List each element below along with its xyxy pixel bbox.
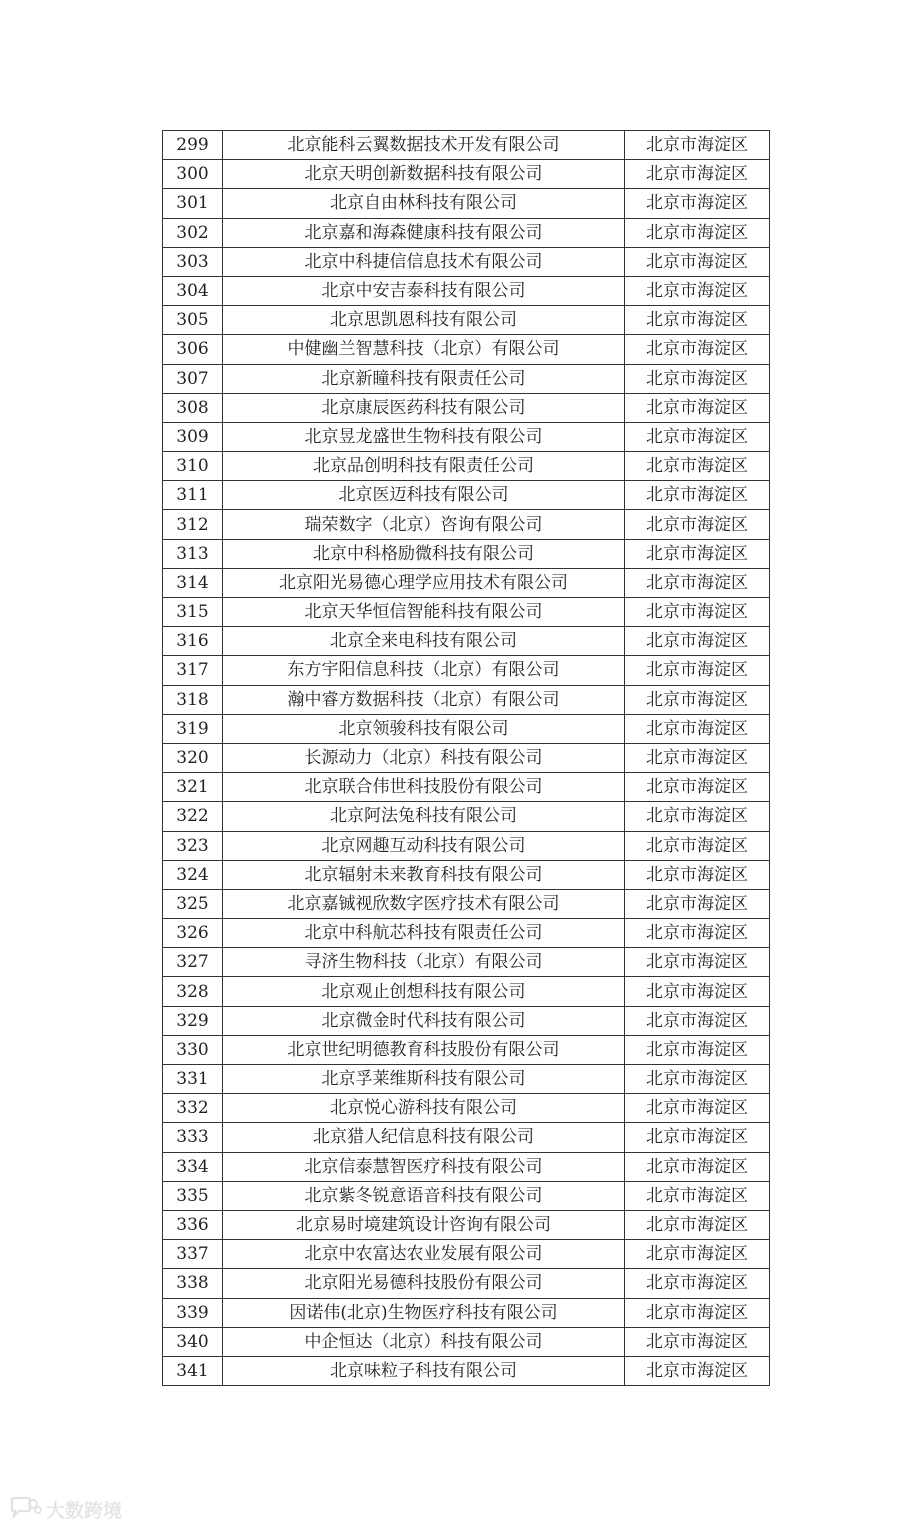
company-name: 北京中科捷信信息技术有限公司 <box>223 247 625 276</box>
watermark <box>8 1494 122 1524</box>
district: 北京市海淀区 <box>625 306 770 335</box>
table-row <box>163 656 770 685</box>
company-name: 北京医迈科技有限公司 <box>223 481 625 510</box>
company-name: 中健幽兰智慧科技（北京）有限公司 <box>223 335 625 364</box>
district: 北京市海淀区 <box>625 364 770 393</box>
table-row <box>163 919 770 948</box>
watermark-text: 大数跨境 <box>46 1499 123 1522</box>
district: 北京市海淀区 <box>625 160 770 189</box>
table-row <box>163 189 770 218</box>
district: 北京市海淀区 <box>625 685 770 714</box>
row-number: 317 <box>163 656 223 685</box>
company-table <box>162 130 770 1386</box>
row-number: 307 <box>163 364 223 393</box>
district: 北京市海淀区 <box>625 802 770 831</box>
table-row <box>163 276 770 305</box>
table-row <box>163 1240 770 1269</box>
district: 北京市海淀区 <box>625 1065 770 1094</box>
district: 北京市海淀区 <box>625 948 770 977</box>
row-number: 310 <box>163 452 223 481</box>
row-number: 301 <box>163 189 223 218</box>
company-name: 北京嘉铖视欣数字医疗技术有限公司 <box>223 889 625 918</box>
district: 北京市海淀区 <box>625 656 770 685</box>
district: 北京市海淀区 <box>625 627 770 656</box>
company-name: 北京味粒子科技有限公司 <box>223 1356 625 1385</box>
district: 北京市海淀区 <box>625 1035 770 1064</box>
table-row <box>163 743 770 772</box>
district: 北京市海淀区 <box>625 1269 770 1298</box>
district: 北京市海淀区 <box>625 1181 770 1210</box>
table-row <box>163 1327 770 1356</box>
company-name: 中企恒达（北京）科技有限公司 <box>223 1327 625 1356</box>
district: 北京市海淀区 <box>625 1356 770 1385</box>
district: 北京市海淀区 <box>625 1327 770 1356</box>
company-name: 北京新瞳科技有限责任公司 <box>223 364 625 393</box>
table-row <box>163 1065 770 1094</box>
company-name: 北京中科航芯科技有限责任公司 <box>223 919 625 948</box>
district: 北京市海淀区 <box>625 393 770 422</box>
row-number: 329 <box>163 1006 223 1035</box>
company-name: 北京思凯恩科技有限公司 <box>223 306 625 335</box>
district: 北京市海淀区 <box>625 977 770 1006</box>
district: 北京市海淀区 <box>625 1210 770 1239</box>
row-number: 324 <box>163 860 223 889</box>
row-number: 328 <box>163 977 223 1006</box>
table-row <box>163 1210 770 1239</box>
row-number: 335 <box>163 1181 223 1210</box>
row-number: 308 <box>163 393 223 422</box>
table-row <box>163 510 770 539</box>
district: 北京市海淀区 <box>625 568 770 597</box>
row-number: 300 <box>163 160 223 189</box>
table-row <box>163 1035 770 1064</box>
table-row <box>163 1298 770 1327</box>
row-number: 338 <box>163 1269 223 1298</box>
row-number: 334 <box>163 1152 223 1181</box>
row-number: 313 <box>163 539 223 568</box>
table-row <box>163 685 770 714</box>
table-row <box>163 1356 770 1385</box>
row-number: 322 <box>163 802 223 831</box>
district: 北京市海淀区 <box>625 131 770 160</box>
district: 北京市海淀区 <box>625 539 770 568</box>
company-name: 北京天明创新数据科技有限公司 <box>223 160 625 189</box>
company-list-sheet <box>162 130 769 1386</box>
company-name: 北京观止创想科技有限公司 <box>223 977 625 1006</box>
table-row <box>163 452 770 481</box>
company-name: 北京全来电科技有限公司 <box>223 627 625 656</box>
company-name: 北京辐射未来教育科技有限公司 <box>223 860 625 889</box>
row-number: 320 <box>163 743 223 772</box>
row-number: 332 <box>163 1094 223 1123</box>
row-number: 340 <box>163 1327 223 1356</box>
row-number: 311 <box>163 481 223 510</box>
table-row <box>163 247 770 276</box>
company-name: 北京中科格励微科技有限公司 <box>223 539 625 568</box>
table-row <box>163 335 770 364</box>
table-row <box>163 773 770 802</box>
table-row <box>163 160 770 189</box>
table-row <box>163 714 770 743</box>
row-number: 326 <box>163 919 223 948</box>
company-name: 北京网趣互动科技有限公司 <box>223 831 625 860</box>
company-name: 北京悦心游科技有限公司 <box>223 1094 625 1123</box>
company-name: 因诺伟(北京)生物医疗科技有限公司 <box>223 1298 625 1327</box>
company-name: 北京孚莱维斯科技有限公司 <box>223 1065 625 1094</box>
table-row <box>163 422 770 451</box>
row-number: 316 <box>163 627 223 656</box>
company-name: 瑞荣数字（北京）咨询有限公司 <box>223 510 625 539</box>
row-number: 330 <box>163 1035 223 1064</box>
company-name: 北京领骏科技有限公司 <box>223 714 625 743</box>
district: 北京市海淀区 <box>625 481 770 510</box>
district: 北京市海淀区 <box>625 276 770 305</box>
row-number: 312 <box>163 510 223 539</box>
district: 北京市海淀区 <box>625 598 770 627</box>
company-name: 北京自由林科技有限公司 <box>223 189 625 218</box>
company-name: 北京昱龙盛世生物科技有限公司 <box>223 422 625 451</box>
company-name: 北京品创明科技有限责任公司 <box>223 452 625 481</box>
company-name: 瀚中睿方数据科技（北京）有限公司 <box>223 685 625 714</box>
table-row <box>163 364 770 393</box>
company-name: 北京阳光易德科技股份有限公司 <box>223 1269 625 1298</box>
district: 北京市海淀区 <box>625 1152 770 1181</box>
district: 北京市海淀区 <box>625 743 770 772</box>
row-number: 331 <box>163 1065 223 1094</box>
row-number: 341 <box>163 1356 223 1385</box>
district: 北京市海淀区 <box>625 335 770 364</box>
row-number: 304 <box>163 276 223 305</box>
company-name: 北京嘉和海森健康科技有限公司 <box>223 218 625 247</box>
row-number: 303 <box>163 247 223 276</box>
row-number: 305 <box>163 306 223 335</box>
district: 北京市海淀区 <box>625 831 770 860</box>
table-row <box>163 481 770 510</box>
row-number: 333 <box>163 1123 223 1152</box>
company-name: 北京能科云翼数据技术开发有限公司 <box>223 131 625 160</box>
table-row <box>163 948 770 977</box>
district: 北京市海淀区 <box>625 714 770 743</box>
company-name: 北京世纪明德教育科技股份有限公司 <box>223 1035 625 1064</box>
company-name: 北京中农富达农业发展有限公司 <box>223 1240 625 1269</box>
table-row <box>163 1006 770 1035</box>
district: 北京市海淀区 <box>625 247 770 276</box>
district: 北京市海淀区 <box>625 452 770 481</box>
table-row <box>163 831 770 860</box>
row-number: 302 <box>163 218 223 247</box>
row-number: 337 <box>163 1240 223 1269</box>
row-number: 336 <box>163 1210 223 1239</box>
row-number: 327 <box>163 948 223 977</box>
chat-bubble-logo-icon <box>8 1496 42 1522</box>
table-row <box>163 539 770 568</box>
district: 北京市海淀区 <box>625 189 770 218</box>
company-name: 北京中安吉泰科技有限公司 <box>223 276 625 305</box>
table-row <box>163 568 770 597</box>
row-number: 319 <box>163 714 223 743</box>
row-number: 321 <box>163 773 223 802</box>
table-row <box>163 627 770 656</box>
row-number: 325 <box>163 889 223 918</box>
table-row <box>163 393 770 422</box>
company-name: 北京康辰医药科技有限公司 <box>223 393 625 422</box>
district: 北京市海淀区 <box>625 422 770 451</box>
table-row <box>163 1094 770 1123</box>
row-number: 306 <box>163 335 223 364</box>
district: 北京市海淀区 <box>625 860 770 889</box>
company-name: 北京紫冬锐意语音科技有限公司 <box>223 1181 625 1210</box>
row-number: 323 <box>163 831 223 860</box>
table-row <box>163 598 770 627</box>
table-row <box>163 977 770 1006</box>
table-row <box>163 860 770 889</box>
company-name: 北京微金时代科技有限公司 <box>223 1006 625 1035</box>
row-number: 315 <box>163 598 223 627</box>
table-row <box>163 889 770 918</box>
table-row <box>163 306 770 335</box>
table-row <box>163 1123 770 1152</box>
company-name: 北京信泰慧智医疗科技有限公司 <box>223 1152 625 1181</box>
district: 北京市海淀区 <box>625 889 770 918</box>
table-row <box>163 1181 770 1210</box>
company-name: 北京阿法兔科技有限公司 <box>223 802 625 831</box>
district: 北京市海淀区 <box>625 919 770 948</box>
district: 北京市海淀区 <box>625 218 770 247</box>
company-name: 长源动力（北京）科技有限公司 <box>223 743 625 772</box>
row-number: 318 <box>163 685 223 714</box>
district: 北京市海淀区 <box>625 1094 770 1123</box>
district: 北京市海淀区 <box>625 1240 770 1269</box>
company-name: 北京天华恒信智能科技有限公司 <box>223 598 625 627</box>
district: 北京市海淀区 <box>625 1298 770 1327</box>
table-row <box>163 802 770 831</box>
row-number: 309 <box>163 422 223 451</box>
table-row <box>163 131 770 160</box>
row-number: 314 <box>163 568 223 597</box>
district: 北京市海淀区 <box>625 773 770 802</box>
district: 北京市海淀区 <box>625 510 770 539</box>
table-row <box>163 1269 770 1298</box>
company-name: 北京联合伟世科技股份有限公司 <box>223 773 625 802</box>
district: 北京市海淀区 <box>625 1006 770 1035</box>
table-row <box>163 1152 770 1181</box>
company-name: 北京易时境建筑设计咨询有限公司 <box>223 1210 625 1239</box>
company-name: 寻济生物科技（北京）有限公司 <box>223 948 625 977</box>
company-name: 北京猎人纪信息科技有限公司 <box>223 1123 625 1152</box>
row-number: 299 <box>163 131 223 160</box>
company-name: 东方宇阳信息科技（北京）有限公司 <box>223 656 625 685</box>
company-name: 北京阳光易德心理学应用技术有限公司 <box>223 568 625 597</box>
district: 北京市海淀区 <box>625 1123 770 1152</box>
table-body <box>163 131 770 1386</box>
row-number: 339 <box>163 1298 223 1327</box>
table-row <box>163 218 770 247</box>
